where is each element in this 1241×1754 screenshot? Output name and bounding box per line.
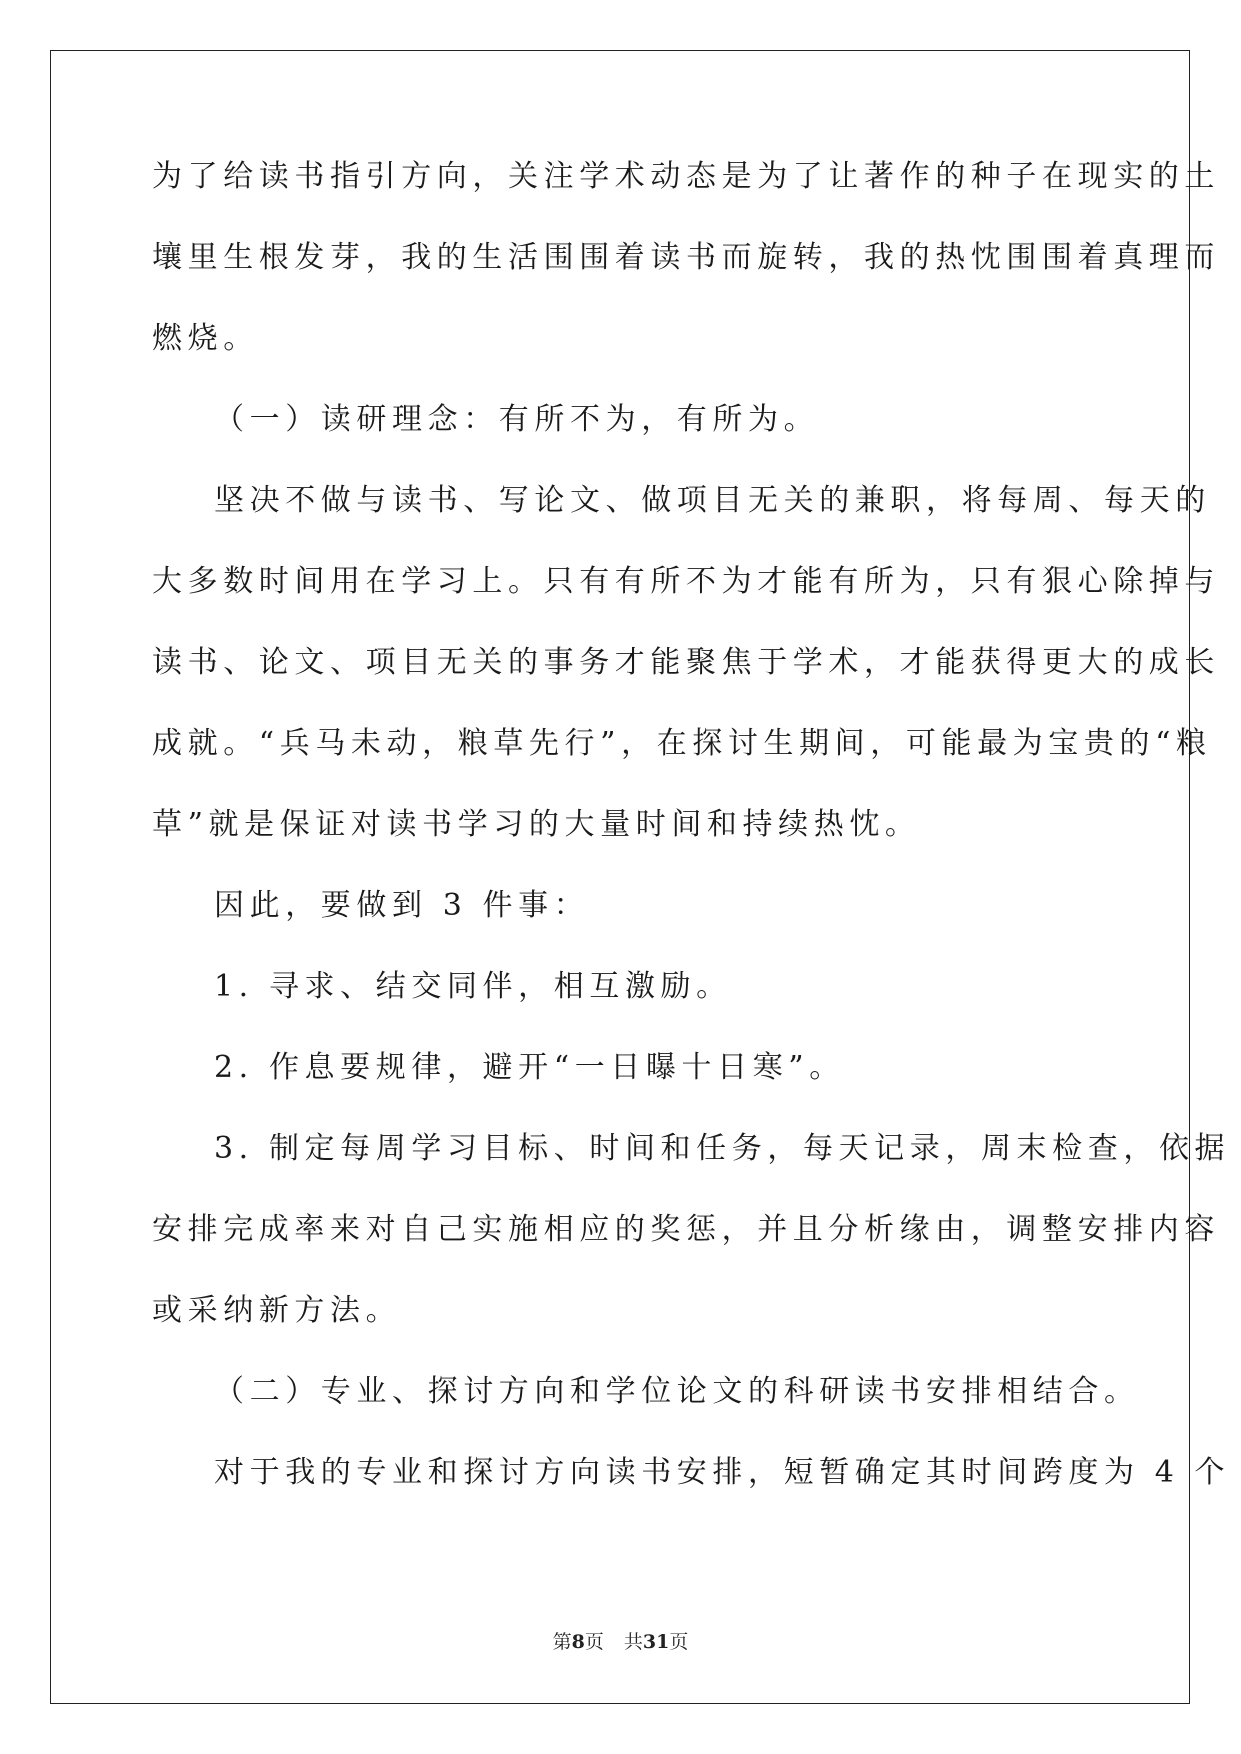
total-suffix: 页 bbox=[669, 1631, 689, 1653]
text-line: 燃烧。 bbox=[152, 321, 259, 356]
text-line: 对于我的专业和探讨方向读书安排，短暂确定其时间跨度为 4 个 bbox=[214, 1455, 1231, 1490]
section-heading-1: （一）读研理念：有所不为，有所为。 bbox=[214, 402, 820, 437]
total-pages: 31 bbox=[642, 1631, 670, 1653]
text-line: 因此，要做到 3 件事： bbox=[214, 888, 590, 923]
list-item-1: 1. 寻求、结交同伴，相互激励。 bbox=[214, 969, 732, 1004]
text-line: 为了给读书指引方向，关注学术动态是为了让著作的种子在现实的土 bbox=[152, 159, 1220, 194]
page-suffix: 页 bbox=[584, 1631, 604, 1653]
list-item-3: 3. 制定每周学习目标、时间和任务，每天记录，周末检查，依据 bbox=[214, 1131, 1231, 1166]
text-line: 大多数时间用在学习上。只有有所不为才能有所为，只有狠心除掉与 bbox=[152, 564, 1220, 599]
text-line: 坚决不做与读书、写论文、做项目无关的兼职，将每周、每天的 bbox=[214, 483, 1211, 518]
text-line: 安排完成率来对自己实施相应的奖惩，并且分析缘由，调整安排内容 bbox=[152, 1212, 1220, 1247]
page-number: 8 bbox=[571, 1631, 585, 1653]
text-line: 读书、论文、项目无关的事务才能聚焦于学术，才能获得更大的成长 bbox=[152, 645, 1220, 680]
text-line: 或采纳新方法。 bbox=[152, 1293, 402, 1328]
page-footer bbox=[0, 1630, 1241, 1654]
page-prefix: 第 bbox=[552, 1631, 572, 1653]
list-item-2: 2. 作息要规律，避开“一日曝十日寒”。 bbox=[214, 1050, 845, 1085]
text-line: 壤里生根发芽，我的生活围围着读书而旋转，我的热忱围围着真理而 bbox=[152, 240, 1220, 275]
document-body bbox=[152, 158, 1231, 1535]
text-line: 草”就是保证对读书学习的大量时间和持续热忱。 bbox=[152, 807, 921, 842]
text-line: 成就。“兵马未动，粮草先行”，在探讨生期间，可能最为宝贵的“粮 bbox=[152, 726, 1212, 761]
section-heading-2: （二）专业、探讨方向和学位论文的科研读书安排相结合。 bbox=[214, 1374, 1140, 1409]
total-prefix: 共 bbox=[623, 1631, 643, 1653]
